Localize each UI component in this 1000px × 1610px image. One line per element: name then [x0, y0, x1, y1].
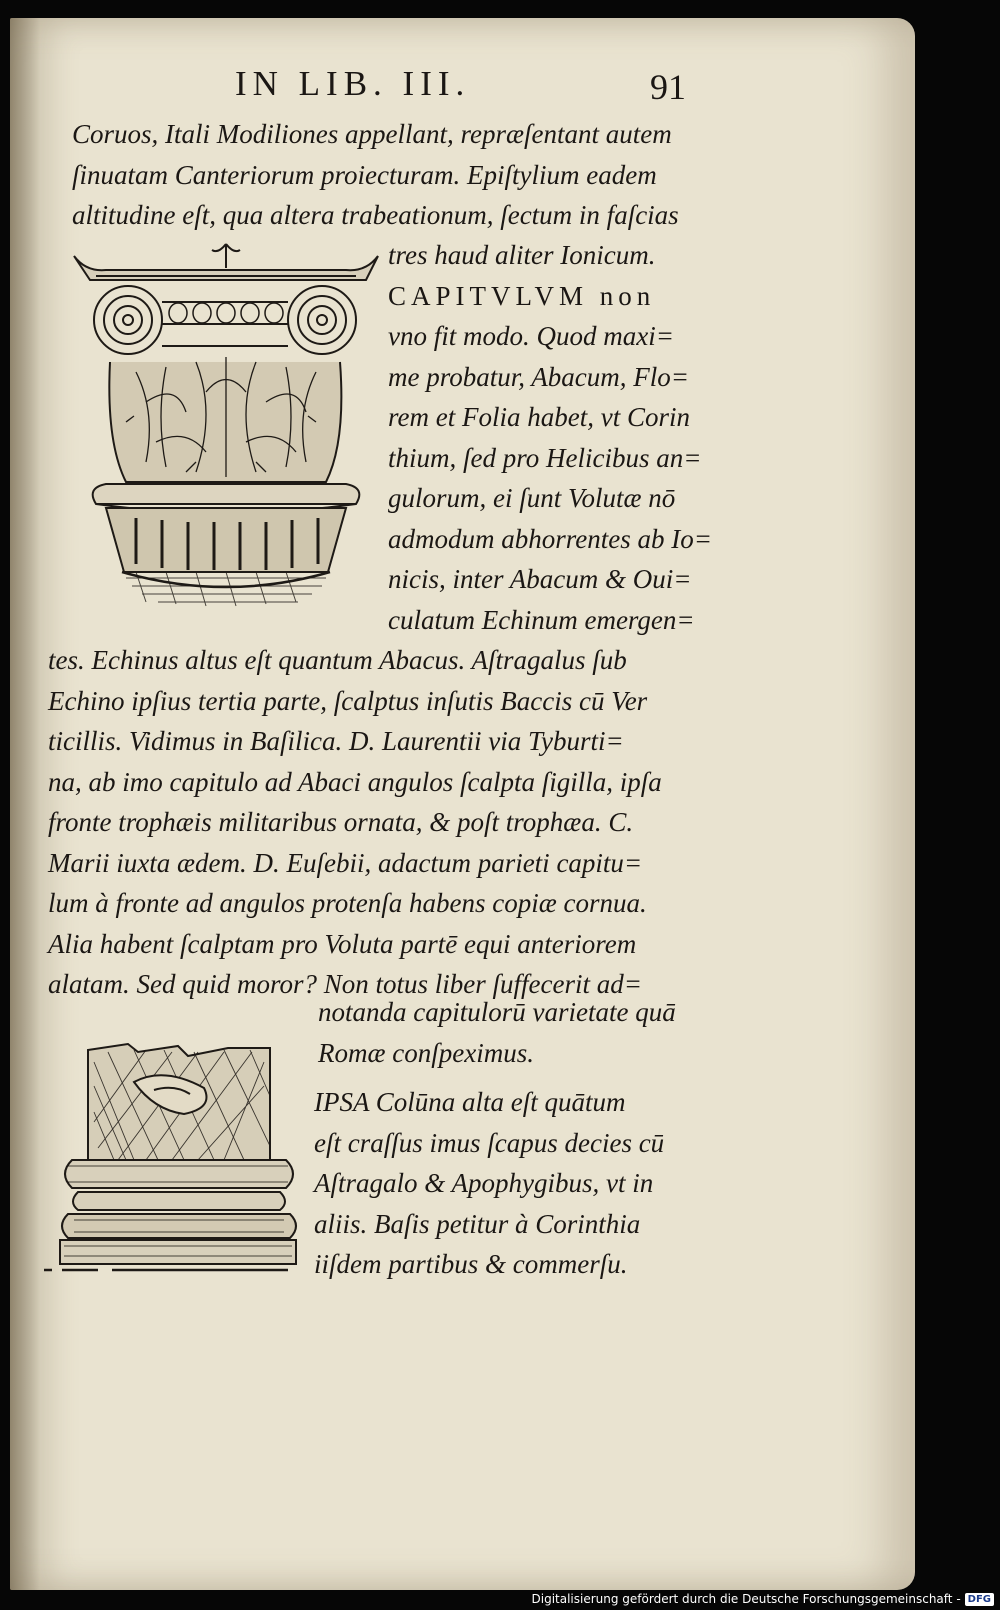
text-line: eſt craſſus imus ſcapus decies cū — [314, 1127, 665, 1158]
text-line: nicis, inter Abacum & Oui= — [388, 564, 692, 594]
text-line: Aſtragalo & Apophygibus, vt in — [314, 1168, 654, 1198]
text-line: tres haud aliter Ionicum. — [388, 240, 656, 270]
text-line: rem et Folia habet, vt Corin — [388, 402, 690, 432]
text-line: notanda capitulorū varietate quā — [318, 997, 676, 1027]
text-line: Coruos, Itali Modiliones appellant, repræſentant autem — [72, 119, 672, 149]
text-line: Romæ conſpeximus. — [318, 1037, 534, 1068]
text-line: ſinuatam Canteriorum proiecturam. Epiſtylium eadem — [72, 159, 657, 190]
text-line: Echino ipſius tertia parte, ſcalptus inſutis Baccis cū Ver — [48, 685, 648, 716]
text-block-beside-base — [314, 1082, 664, 1285]
page-gutter-shadow — [10, 18, 40, 1590]
text-line: admodum abhorrentes ab Io= — [388, 523, 712, 554]
text-block-top — [72, 114, 679, 236]
text-line: tes. Echinus altus eſt quantum Abacus. Aſtragalus ſub — [48, 645, 627, 675]
text-block-middle — [48, 640, 662, 1005]
text-line: iiſdem partibus & commerſu. — [314, 1249, 628, 1279]
text-line: altitudine eſt, qua altera trabeationum, ſectum in faſcias — [72, 200, 679, 230]
dfg-logo: DFG — [965, 1593, 994, 1606]
credit-text: Digitalisierung gefördert durch die Deutsche Forschungsgemeinschaft - — [531, 1592, 961, 1606]
text-line: ticillis. Vidimus in Baſilica. D. Laurentii via Tyburti= — [48, 726, 624, 756]
text-line: fronte trophæis militaribus ornata, & poſt trophæa. C. — [48, 807, 634, 837]
running-head: IN LIB. III. — [235, 64, 471, 103]
digitization-credit — [532, 1592, 995, 1606]
text-line: IPSA Colūna alta eſt quātum — [314, 1087, 626, 1117]
text-line: na, ab imo capitulo ad Abaci angulos ſcalpta ſigilla, ipſa — [48, 766, 662, 797]
text-block-beside-capital — [388, 235, 712, 640]
capital-woodcut-illustration — [66, 242, 386, 614]
column-base-woodcut-illustration — [38, 1042, 300, 1308]
text-block-beside-base-top — [318, 992, 676, 1073]
text-line: culatum Echinum emergen= — [388, 604, 695, 635]
text-line: alatam. Sed quid moror? Non totus liber ſuffecerit ad= — [48, 969, 642, 999]
text-line: Marii iuxta ædem. D. Euſebii, adactum parieti capitu= — [48, 847, 643, 878]
text-line: gulorum, ei ſunt Volutæ nō — [388, 483, 676, 513]
text-line: aliis. Baſis petitur à Corinthia — [314, 1208, 641, 1239]
page-number: 91 — [650, 67, 686, 107]
text-line-capitulum: CAPITVLVM non — [388, 280, 656, 311]
text-line: thium, ſed pro Helicibus an= — [388, 442, 702, 473]
text-line: Alia habent ſcalptam pro Voluta partē equi anteriorem — [48, 928, 637, 959]
text-line: me probatur, Abacum, Flo= — [388, 361, 689, 392]
text-line: vno fit modo. Quod maxi= — [388, 321, 674, 351]
text-line: lum à fronte ad angulos protenſa habens copiæ cornua. — [48, 888, 647, 918]
